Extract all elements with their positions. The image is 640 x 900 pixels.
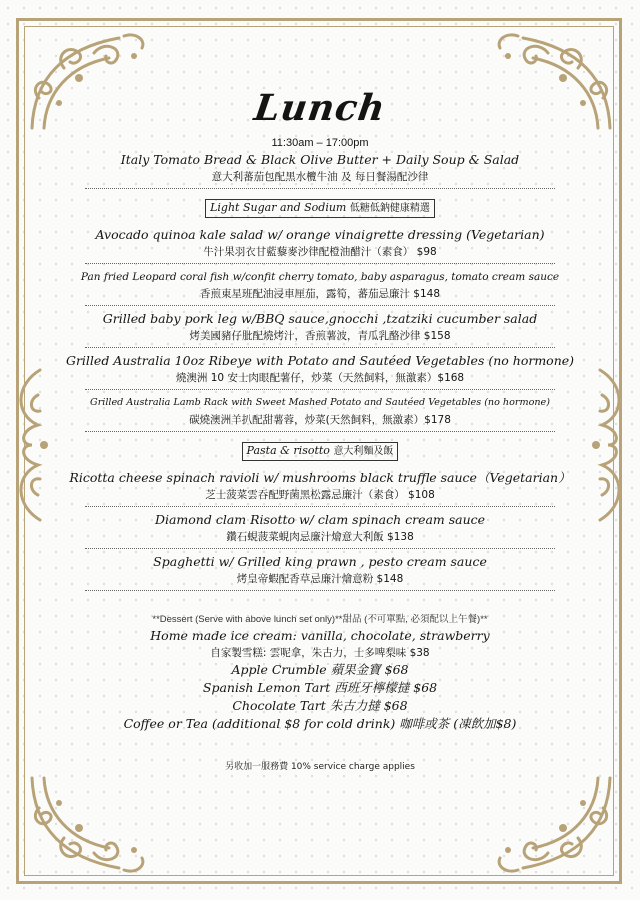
menu-item-name: Grilled Australia Lamb Rack with Sweet Mashed Potato and Sautéed Vegetables (no hormone) [90, 397, 550, 408]
set-intro-en: Italy Tomato Bread & Black Olive Butter + Daily Soup & Salad [120, 152, 520, 167]
menu-item-name: Ricotta cheese spinach ravioli w/ mushrooms black truffle sauce（Vegetarian） [69, 470, 571, 485]
dessert-item: Apple Crumble 蘋果金寶 $68 [231, 662, 409, 677]
menu-item [40, 553, 600, 587]
dessert-item: Spanish Lemon Tart 西班牙檸檬撻 $68 [202, 680, 438, 695]
section-heading-zh: 意大利麵及飯 [333, 446, 394, 457]
menu-content [40, 85, 600, 772]
dotted-divider [85, 389, 555, 390]
dessert-item: Coffee or Tea (additional $8 for cold drink) 咖啡或茶 (凍飲加$8) [123, 716, 517, 731]
menu-title: Lunch [251, 87, 389, 129]
menu-item [40, 469, 600, 503]
menu-item-zh-price: 烤皇帝蝦配香草忌廉汁燴意粉 $148 [236, 573, 404, 585]
section-heading-en: Pasta & risotto [246, 444, 330, 457]
corner-ornament-icon [488, 768, 618, 878]
menu-item-name: Grilled baby pork leg w/BBQ sauce,gnocchi ,tzatziki cucumber salad [102, 311, 538, 326]
menu-item [40, 268, 600, 302]
dessert-note: **Dessert (Serve with above lunch set only)**甜品 (不可單點, 必須配以上午餐)** [152, 614, 488, 625]
dessert-item: Home made ice cream: vanilla, chocolate, strawberry [150, 628, 490, 643]
menu-item-zh-price: 香煎東星班配油浸車厘茄，露筍，蕃茄忌廉汁 $148 [199, 288, 441, 300]
menu-item-name: Pan fried Leopard coral fish w/confit cherry tomato, baby asparagus, tomato cream sauce [80, 271, 560, 283]
menu-item-zh-price: 烤美國豬仔肶配燒烤汁，香煎薯波，青瓜乳酪沙律 $158 [189, 330, 451, 342]
section-heading-pasta [242, 442, 399, 461]
section-heading-zh: 低糖低鈉健康精選 [349, 203, 430, 214]
dessert-item: Chocolate Tart 朱古力撻 $68 [232, 698, 408, 713]
service-charge-note: 另收加一服務費 10% service charge applies [225, 762, 415, 772]
dotted-divider [85, 590, 555, 591]
set-intro-zh: 意大利蕃茄包配黑水欖牛油 及 每日餐湯配沙律 [211, 171, 429, 183]
menu-item-zh-price: 牛汁果羽衣甘藍藜麥沙律配橙油醋汁（素食） $98 [203, 246, 437, 258]
dotted-divider [85, 188, 555, 189]
menu-item [40, 226, 600, 260]
dotted-divider [85, 431, 555, 432]
menu-item-zh-price: 燒澳洲 10 安士肉眼配薯仔，炒菜（天然飼料，無激素）$168 [175, 372, 465, 384]
menu-item-zh-price: 芝士菠菜雲吞配野菌黑松露忌廉汁（素食） $108 [205, 489, 435, 501]
menu-item [40, 352, 600, 386]
dotted-divider [85, 305, 555, 306]
section-heading-light [205, 199, 435, 218]
menu-item-zh-price: 碳燒澳洲羊扒配甜薯蓉，炒菜(天然飼料，無激素）$178 [189, 414, 451, 426]
menu-item [40, 394, 600, 428]
menu-item-name: Diamond clam Risotto w/ clam spinach cream sauce [154, 512, 486, 527]
dotted-divider [85, 506, 555, 507]
service-hours: 11:30am – 17:00pm [271, 137, 369, 149]
menu-item-name: Avocado quinoa kale salad w/ orange vinaigrette dressing (Vegetarian) [95, 227, 545, 242]
dotted-divider [85, 347, 555, 348]
section-heading-en: Light Sugar and Sodium [210, 201, 347, 214]
menu-item-name: Spaghetti w/ Grilled king prawn , pesto cream sauce [153, 554, 487, 569]
corner-ornament-icon [24, 768, 154, 878]
menu-item-name: Grilled Australia 10oz Ribeye with Potato and Sautéed Vegetables (no hormone) [65, 353, 575, 368]
dotted-divider [85, 548, 555, 549]
dotted-divider [85, 263, 555, 264]
menu-item [40, 511, 600, 545]
menu-item-zh-price: 鑽石蜆菠菜蜆肉忌廉汁燴意大利飯 $138 [226, 531, 414, 543]
dessert-item: 自家製雪糕: 雲呢拿，朱古力，士多啤梨味 $38 [210, 647, 430, 659]
menu-item [40, 310, 600, 344]
